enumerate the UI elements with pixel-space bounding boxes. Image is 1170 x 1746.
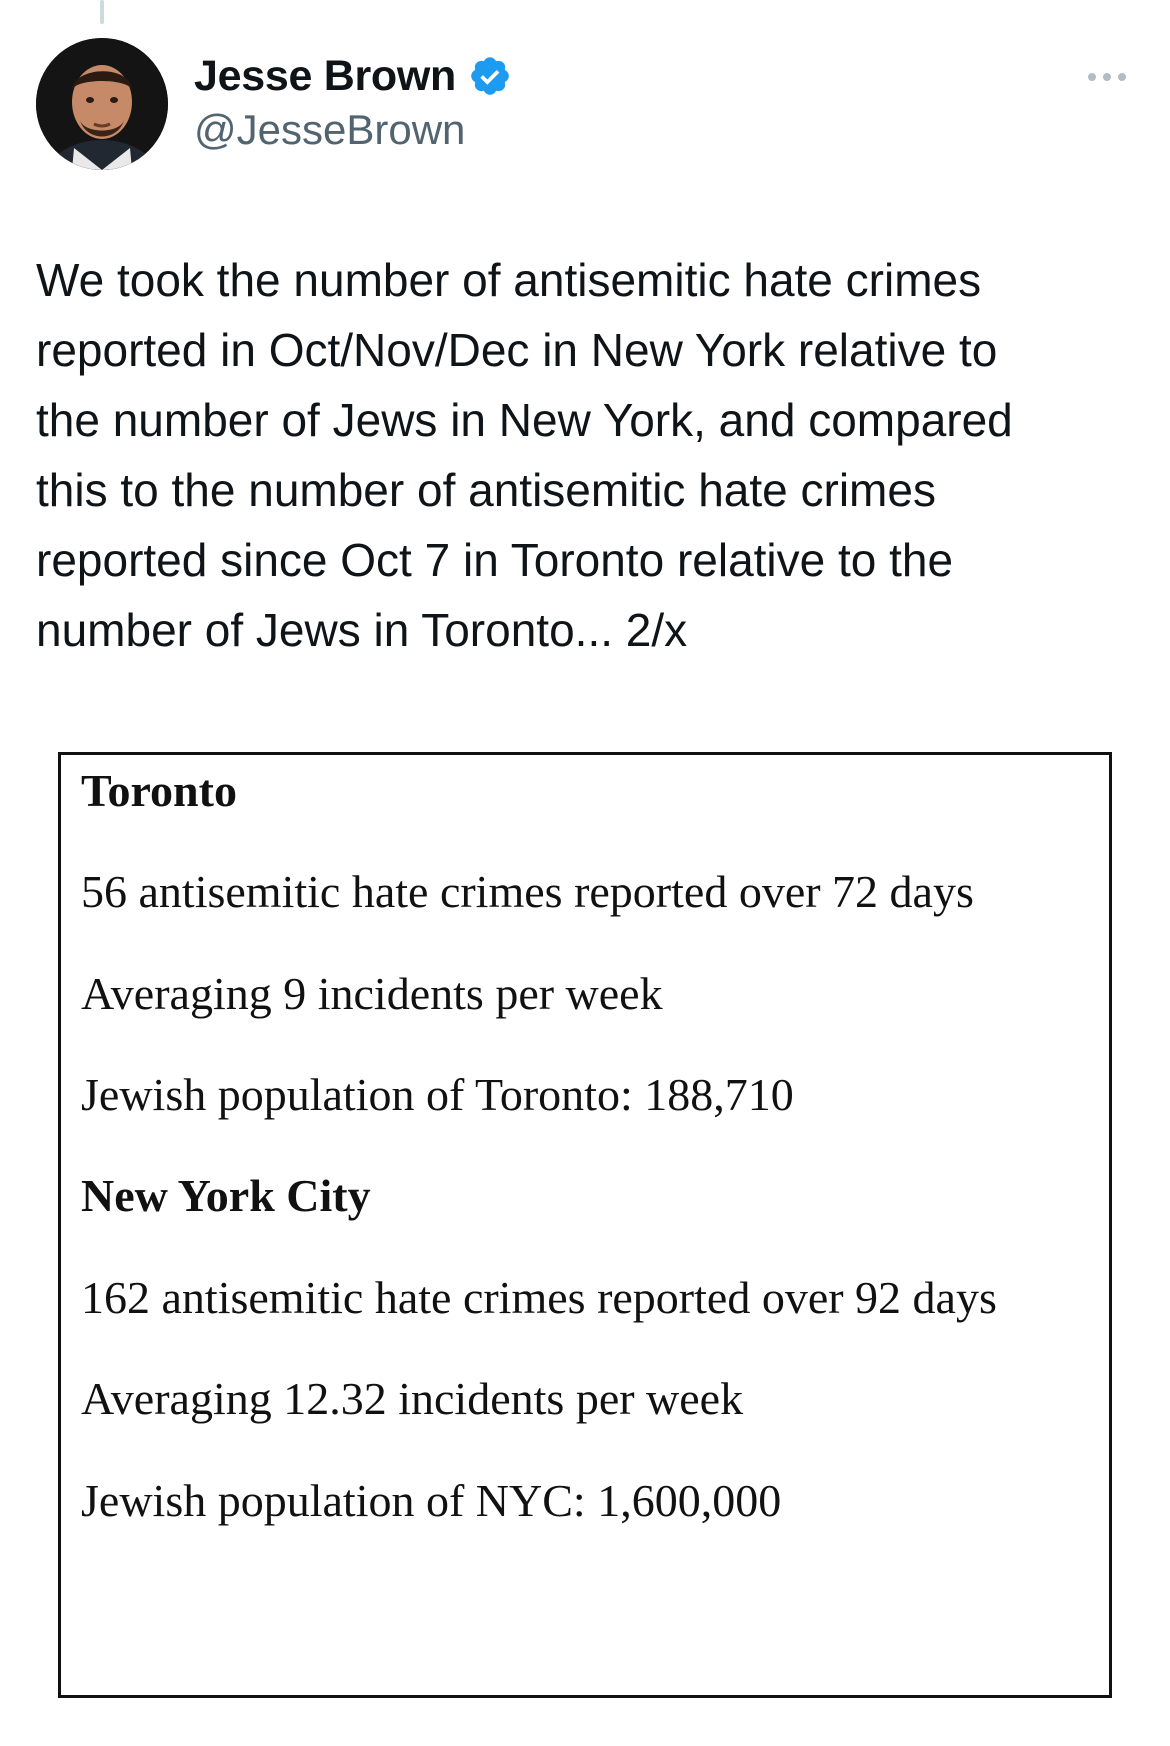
- profile-photo-icon: [36, 38, 168, 170]
- nyc-heading: New York City: [81, 1170, 371, 1221]
- tweet-image[interactable]: [36, 718, 1134, 1718]
- more-options-icon[interactable]: [1084, 62, 1130, 92]
- author-display-name[interactable]: Jesse Brown: [194, 52, 456, 100]
- nyc-crimes-line: 162 antisemitic hate crimes reported over 92 days: [81, 1272, 997, 1323]
- author-handle[interactable]: @JesseBrown: [194, 106, 466, 153]
- toronto-population-line: Jewish population of Toronto: 188,710: [81, 1069, 794, 1120]
- statistics-document: [58, 752, 1112, 1698]
- toronto-average-line: Averaging 9 incidents per week: [81, 968, 663, 1019]
- toronto-heading: Toronto: [81, 765, 237, 816]
- toronto-crimes-line: 56 antisemitic hate crimes reported over 72 days: [81, 866, 974, 917]
- tweet-text: We took the number of antisemitic hate crimes reported in Oct/Nov/Dec in New York relative to the number of Jews in New York, and compared this to the number of antisemitic hate crimes reported since Oct 7 in Toronto relative to the number of Jews in Toronto... 2/x: [36, 254, 1013, 656]
- nyc-average-line: Averaging 12.32 incidents per week: [81, 1373, 744, 1424]
- avatar[interactable]: [36, 38, 168, 170]
- nyc-population-line: Jewish population of NYC: 1,600,000: [81, 1475, 782, 1526]
- thread-connector-line: [100, 0, 104, 24]
- verified-badge-icon: [468, 54, 512, 98]
